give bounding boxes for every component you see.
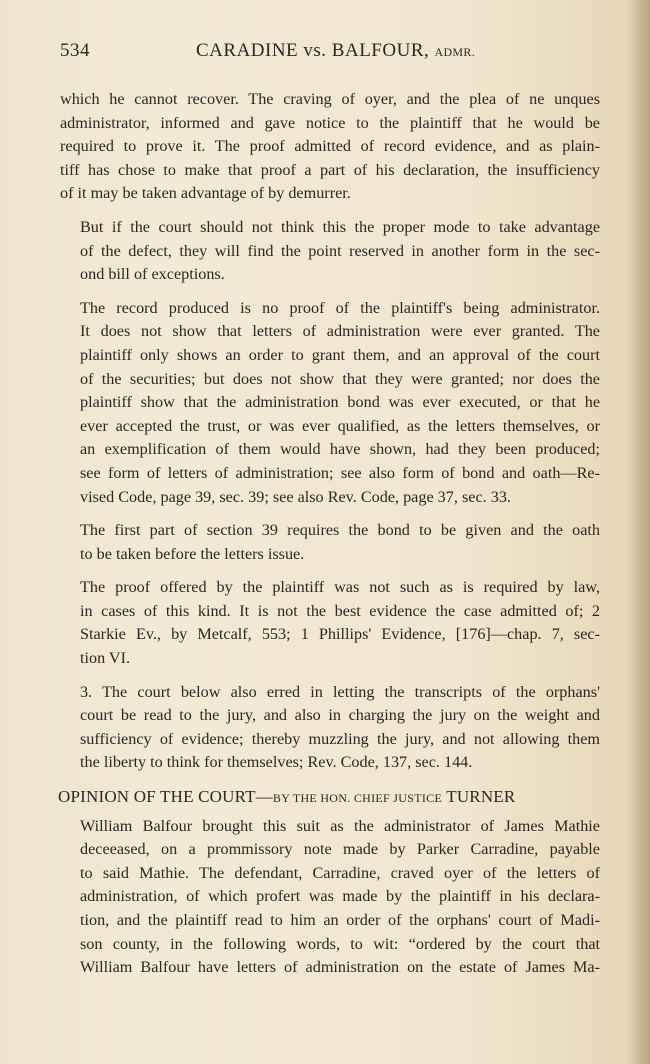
paragraph-4 [60,576,600,670]
paragraph-5 [60,681,600,775]
paragraph-3 [60,519,600,566]
page-body [60,88,600,990]
text-line: administrator, informed and gave notice to the plaintiff that he would be [60,113,600,132]
opinion-paragraph [60,815,600,980]
page-number: 534 [60,40,90,61]
text-line: to be taken before the letters issue. [80,544,305,563]
text-line: William Balfour brought this suit as the administrator of James Mathie [80,816,600,835]
running-title [196,40,475,62]
paragraph-0 [60,88,600,206]
text-line: the liberty to think for themselves; Rev. Code, 137, sec. 144. [80,753,473,772]
text-line: sufficiency of evidence; thereby muzzling the jury, and not allowing them [80,729,600,748]
text-line: of it may be taken advantage of by demurrer. [60,184,351,203]
running-title-text: CARADINE vs. BALFOUR, [196,40,430,61]
text-line: tion VI. [80,649,131,668]
text-line: The first part of section 39 requires the bond to be given and the oath [80,521,600,540]
text-line: an exemplification of them would have shown, had they been produced; [80,440,600,459]
text-line: The proof offered by the plaintiff was not such as is required by law, [80,578,600,597]
text-line: But if the court should not think this the proper mode to take advantage [80,217,600,236]
text-line: ever accepted the trust, or was ever qualified, as the letters themselves, or [80,416,600,435]
text-line: 3. The court below also erred in letting the transcripts of the orphans' [80,682,600,701]
text-line: plaintiff show that the administration bond was ever executed, or that he [80,393,600,412]
text-line: The record produced is no proof of the plaintiff's being administrator. [80,298,600,317]
text-line: tiff has chose to make that proof a part of his declaration, the insufficiency [60,160,600,179]
opinion-label: OPINION OF THE COURT— [58,787,273,807]
text-line: required to prove it. The proof admitted of record evidence, and as plain- [60,137,600,156]
text-line: William Balfour have letters of administration on the estate of James Ma- [80,958,600,977]
paragraph-2 [60,297,600,509]
text-line: see form of letters of administration; see also form of bond and oath—Re- [80,463,600,482]
text-line: in cases of this kind. It is not the best evidence the case admitted of; 2 [80,601,600,620]
text-line: of the securities; but does not show that they were granted; nor does the [80,369,600,388]
text-line: tion, and the plaintiff read to him an order of the orphans' court of Madi- [80,911,600,929]
paragraph-1 [60,216,600,287]
text-line: It does not show that letters of administration were ever granted. The [80,322,600,341]
text-line: to said Mathie. The defendant, Carradine, craved oyer of the letters of [80,863,600,882]
text-line: vised Code, page 39, sec. 39; see also Rev. Code, page 37, sec. 33. [80,487,511,506]
opinion-heading [58,785,600,811]
text-line: son county, in the following words, to wit: “ordered by the court that [80,934,600,953]
text-line: ond bill of exceptions. [80,265,225,284]
page-gutter-shadow [626,0,650,1064]
text-line: administration, of which profert was made by the plaintiff in his declara- [80,887,600,906]
text-line: plaintiff only shows an order to grant them, and an approval of the court [80,345,600,364]
text-line: court be read to the jury, and also in charging the jury on the weight and [80,706,600,725]
text-line: Starkie Ev., by Metcalf, 553; 1 Phillips' Evidence, [176]—chap. 7, sec- [80,625,600,644]
running-title-suffix: ADMR. [434,45,476,59]
text-line: of the defect, they will find the point reserved in another form in the sec- [80,241,600,260]
opinion-byline: BY THE HON. CHIEF JUSTICE [272,791,443,806]
text-line: which he cannot recover. The craving of oyer, and the plea of ne unques [60,90,600,108]
opinion-judge: TURNER [446,787,516,807]
text-line: deceeased, on a prommissory note made by Parker Carradine, payable [80,840,600,859]
